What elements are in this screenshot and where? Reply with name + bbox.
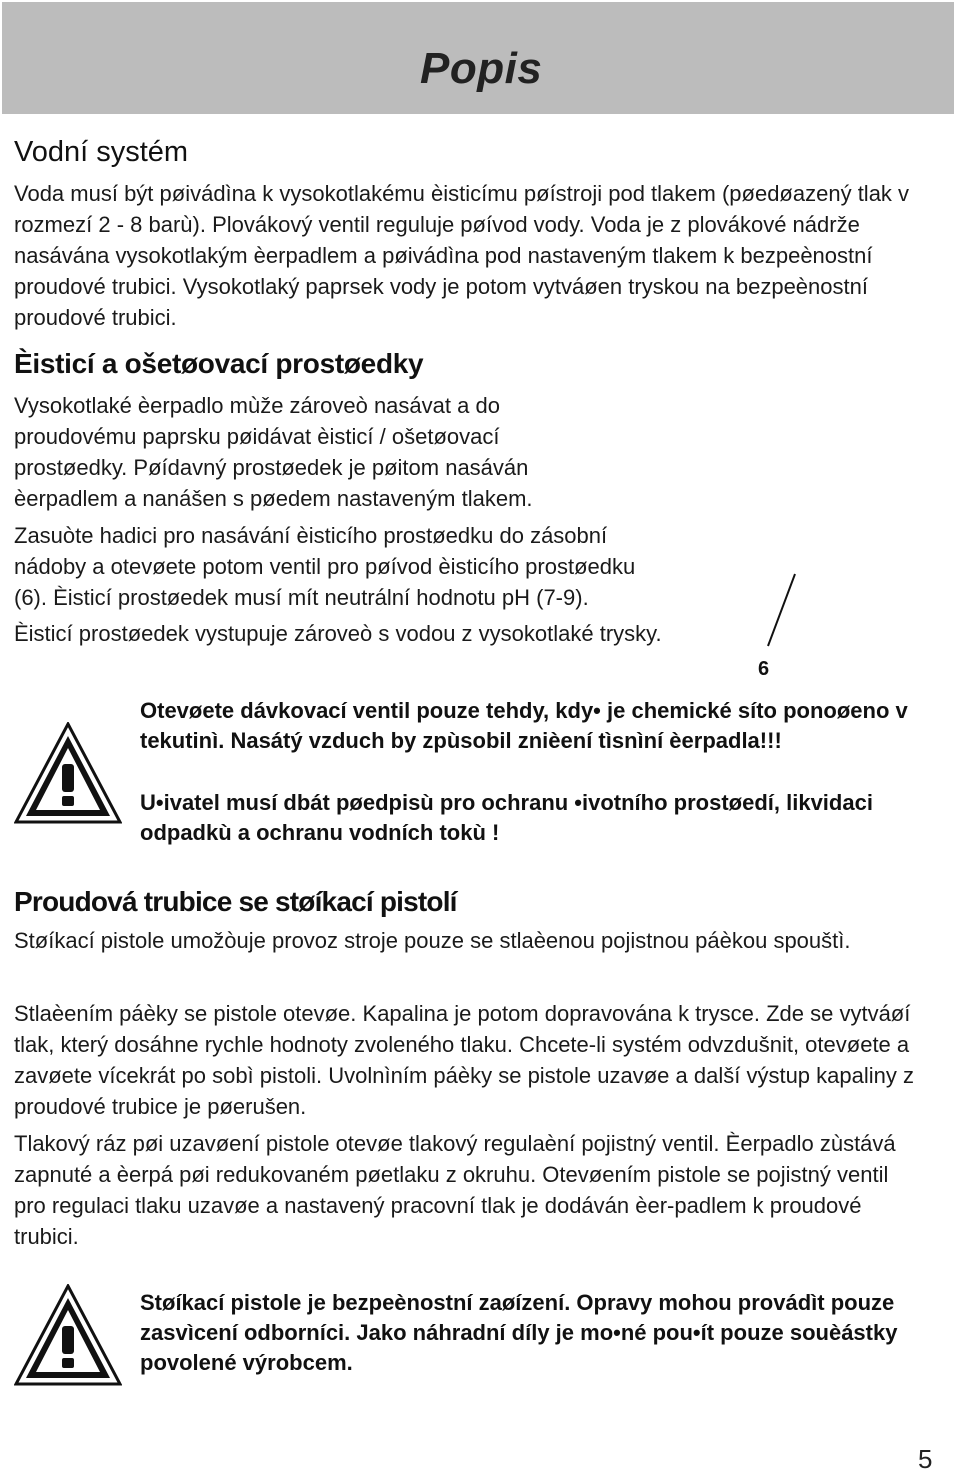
page-number: 5 (918, 1444, 933, 1474)
warning-text-2: U•ivatel musí dbát pøedpisù pro ochranu •ivotního prostøedí, likvidaci odpadkù a ochranu vodních tokù ! (140, 790, 873, 845)
spray-gun-paragraph-1: Støíkací pistole umožòuje provoz stroje pouze se stlaèenou pojistnou páèkou spouštì. (14, 928, 851, 953)
spray-gun-paragraph-2: Stlaèením páèky se pistole otevøe. Kapalina je potom dopravována k trysce. Zde se vytváøí tlak, který dosáhne rychle hodnoty zvoleného tlaku. Chcete-li systém odvzdušnit, otevøete a zavøete vícekrát po sobì pistoli. Uvolnìním páèky se pistole uzavøe a další výstup kapaliny z proudové trubice je pøerušen. (14, 1001, 914, 1119)
cleaning-agents-paragraph-2: Zasuòte hadici pro nasávání èisticího prostøedku do zásobní nádoby a otevøete potom ventil pro pøívod èisticího prostøedku (6). Èisticí prostøedek musí mít neutrální hodnotu pH (7-9). (14, 523, 636, 610)
spray-gun-paragraph-3: Tlakový ráz pøi uzavøení pistole otevøe tlakový regulaèní pojistný ventil. Èerpadlo zùstává zapnuté a èerpá pøi redukovaném pøetlaku z okruhu. Otevøením pistole se pojistný ventil pro regulaci tlaku uzavøe a nastavený pracovní tlak je dodáván èer-padlem k proudové trubici. (14, 1131, 896, 1249)
callout-leader-line (760, 570, 800, 650)
section-heading-cleaning-agents: Èisticí a ošetøovací prostøedky (14, 348, 424, 379)
callout-label-6: 6 (758, 658, 770, 680)
water-system-paragraph: Voda musí být pøivádìna k vysokotlakému èisticímu pøístroji pod tlakem (pøedøazený tlak v rozmezí 2 - 8 barù). Plovákový ventil reguluje pøívod vody. Voda je z plovákové nádrže nasávána vysokotlakým èerpadlem a pøivádìna pod nastaveným tlakem k bezpeènostní proudové trubici. Vysokotlaký paprsek vody je potom vytváøen tryskou na bezpeènostní proudové trubici. (14, 181, 910, 330)
cleaning-agents-paragraph-3: Èisticí prostøedek vystupuje zároveò s vodou z vysokotlaké trysky. (14, 621, 662, 646)
warning-triangle-icon (14, 722, 122, 826)
cleaning-agents-paragraph-1: Vysokotlaké èerpadlo mùže zároveò nasávat a do proudovému paprsku pøidávat èisticí / ošetøovací prostøedky. Pøídavný prostøedek je pøitom nasáván èerpadlem a nanášen s pøedem nastaveným tlakem. (14, 393, 533, 511)
warning-text-3: Støíkací pistole je bezpeènostní zaøízení. Opravy mohou provádìt pouze zasvìcení odborníci. Jako náhradní díly je mo•né pou•ít pouze souèástky povolené výrobcem. (140, 1290, 898, 1375)
warning-triangle-icon (14, 1284, 122, 1388)
section-heading-water-system: Vodní systém (14, 136, 189, 168)
section-heading-spray-gun: Proudová trubice se støíkací pistolí (14, 886, 457, 917)
warning-text-1: Otevøete dávkovací ventil pouze tehdy, kdy• je chemické síto ponoøeno v tekutinì. Nasátý vzduch by zpùsobil znièení tìsnìní èerpadla!!! (140, 698, 908, 753)
page-title: Popis (420, 44, 543, 93)
